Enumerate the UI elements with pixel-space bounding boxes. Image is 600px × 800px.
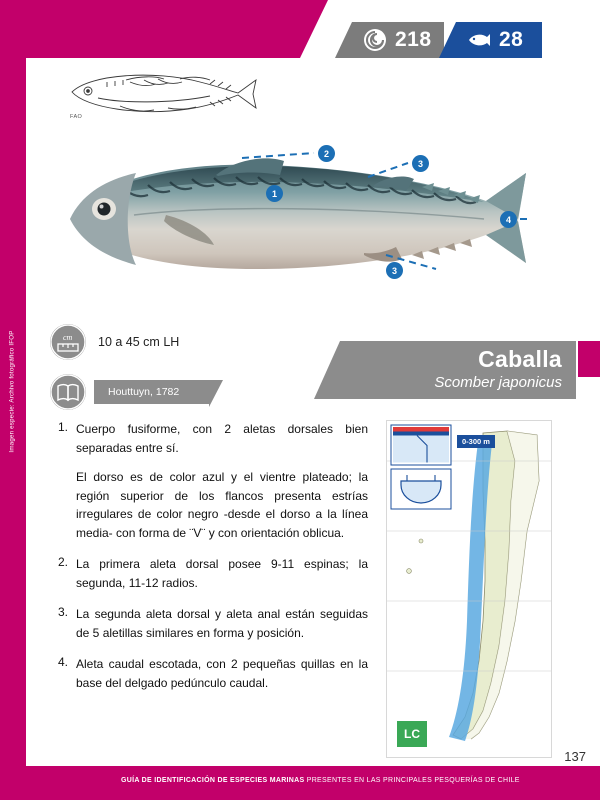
depth-range-label: 0-300 m [457, 435, 495, 448]
list-item-text [76, 655, 368, 692]
left-magenta-rail [0, 58, 26, 800]
fao-credit: FAO [70, 114, 83, 120]
species-count-value: 28 [499, 28, 524, 51]
footer-text [121, 777, 520, 784]
common-name: Caballa [478, 346, 562, 372]
list-item [58, 555, 368, 592]
list-item-text [76, 420, 368, 542]
right-magenta-tab [578, 341, 600, 377]
list-item-paragraph: Cuerpo fusiforme, con 2 aletas dorsales bien separadas entre sí. [76, 422, 368, 455]
author-text: Houttuyn, 1782 [94, 380, 209, 404]
list-item-paragraph: El dorso es de color azul y el vientre plateado; la región superior de los flancos presenta estrías irregulares de color negro -desde el dorso a la línea media- con forma de ¨V¨ y con orientación oblicua. [76, 470, 368, 540]
photo-callout-3-top: 3 [412, 155, 429, 172]
list-item [58, 605, 368, 642]
scientific-name: Scomber japonicus [434, 374, 562, 391]
page-number: 137 [564, 749, 586, 764]
list-item-number: 2. [58, 555, 69, 569]
fao-line-drawing [60, 66, 270, 126]
photo-callout-3-bottom: 3 [386, 262, 403, 279]
footer-title-bold: GUÍA DE IDENTIFICACIÓN DE ESPECIES MARINAS [121, 777, 305, 784]
book-icon [50, 374, 86, 410]
svg-text:cm: cm [63, 333, 73, 342]
photo-callout-2: 2 [318, 145, 335, 162]
group-count-value: 218 [395, 28, 432, 51]
list-item [58, 420, 368, 542]
group-count-badge [352, 22, 444, 58]
conservation-status-badge: LC [397, 721, 427, 747]
list-item-number: 4. [58, 655, 69, 669]
distribution-map-panel [386, 420, 552, 758]
author-info-row [50, 374, 209, 410]
fish-icon [466, 27, 492, 53]
list-item-number: 3. [58, 605, 69, 619]
size-info-row [50, 324, 179, 360]
spiral-shell-icon [362, 27, 388, 53]
list-item-text [76, 605, 368, 642]
top-magenta-bar [0, 0, 300, 58]
list-item-paragraph: La segunda aleta dorsal y aleta anal están seguidas de 5 aletillas similares en forma y posición. [76, 607, 368, 640]
species-count-badge [456, 22, 542, 58]
ruler-cm-icon [50, 324, 86, 360]
list-item-text [76, 555, 368, 592]
side-credit: Imagen especie: Archivo fotográfico IFOP [8, 330, 16, 453]
photo-callout-4: 4 [500, 211, 517, 228]
footer-title-rest: PRESENTES EN LAS PRINCIPALES PESQUERÍAS DE CHILE [306, 777, 520, 784]
footer-bar [26, 766, 600, 800]
list-item-number: 1. [58, 420, 69, 434]
size-text: 10 a 45 cm LH [98, 335, 180, 349]
description-list [58, 420, 368, 705]
species-name-banner [340, 341, 576, 399]
list-item [58, 655, 368, 692]
list-item-paragraph: Aleta caudal escotada, con 2 pequeñas quillas en la base del delgado pedúnculo caudal. [76, 657, 368, 690]
list-item-paragraph: La primera aleta dorsal posee 9-11 espinas; la segunda, 11-12 radios. [76, 557, 368, 590]
species-photo [56, 135, 586, 300]
photo-callout-1: 1 [266, 185, 283, 202]
